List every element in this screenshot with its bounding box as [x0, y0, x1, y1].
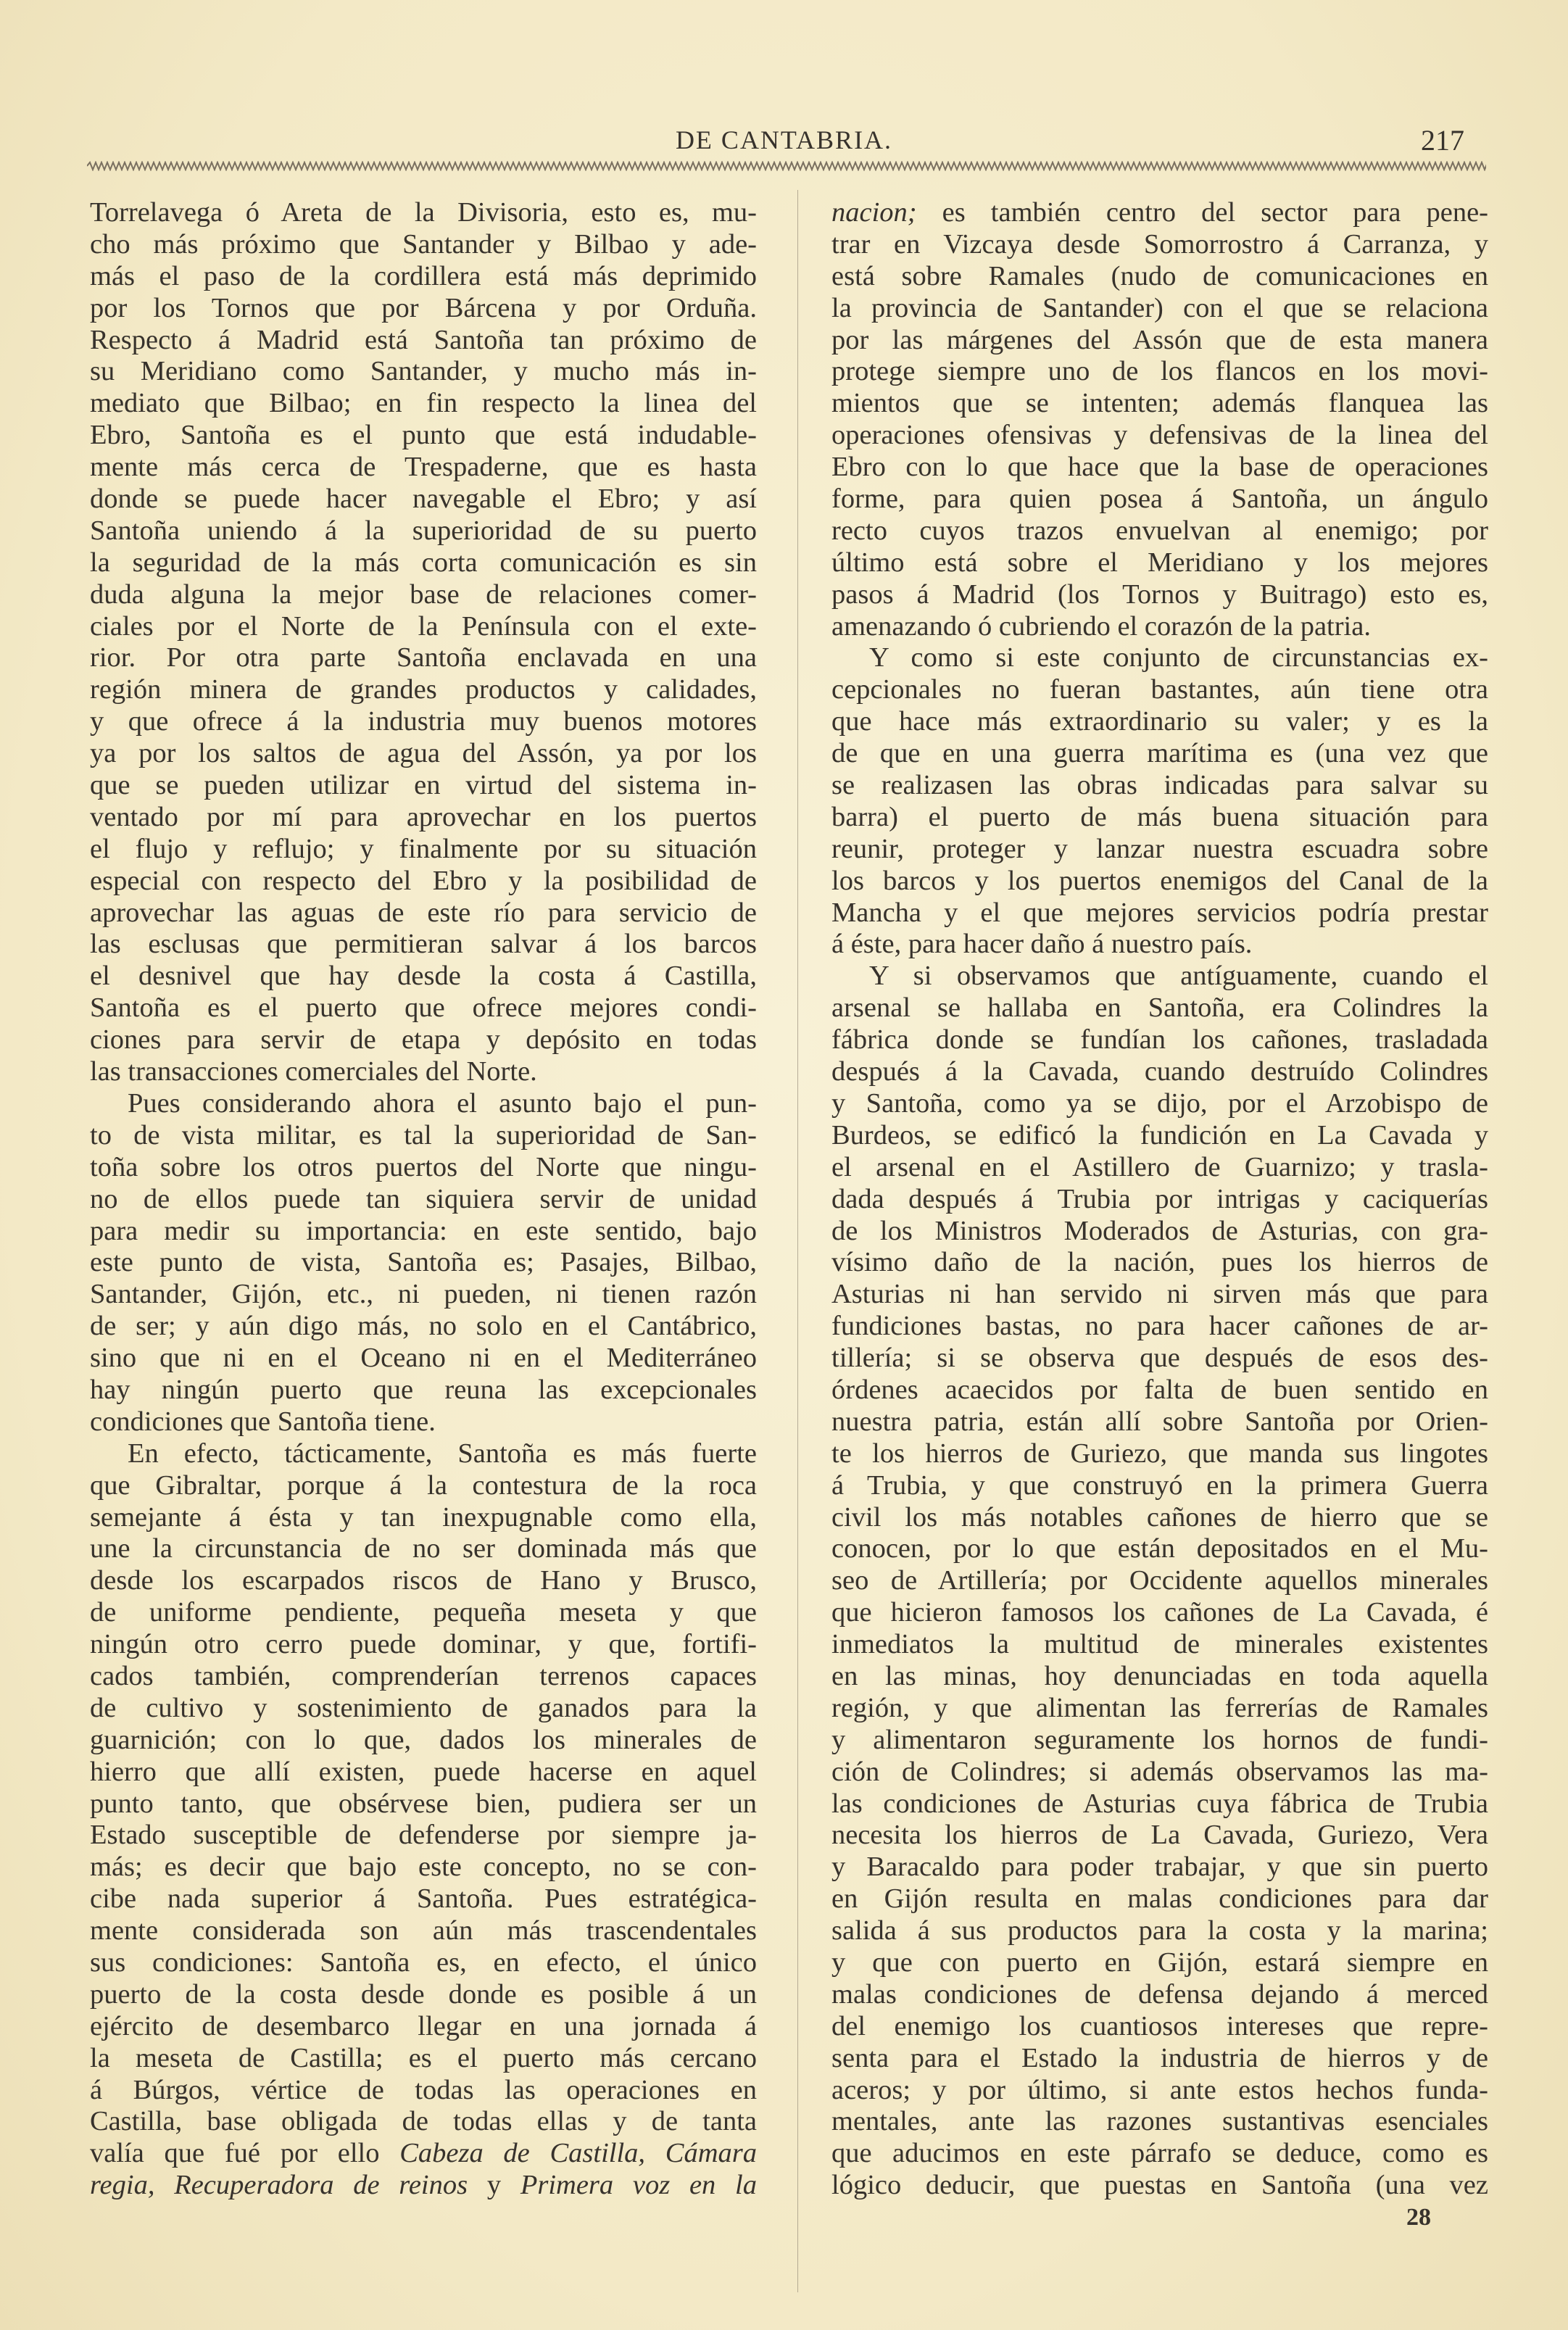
text-line: salida á sus productos para la costa y la marina; [831, 1915, 1488, 1946]
text-line: la provincia de Santander) con el que se relaciona [831, 292, 1488, 323]
text-line: Torrelavega ó Areta de la Divisoria, esto es, mu- [90, 197, 757, 228]
text-line: su Meridiano como Santander, y mucho más in- [90, 356, 757, 387]
text-line: inmediatos la multitud de minerales existentes [831, 1629, 1488, 1660]
text-line: y que ofrece á la industria muy buenos motores [90, 706, 757, 737]
text-line: después á la Cavada, cuando destruído Colindres [831, 1056, 1488, 1087]
text-line: región, y que alimentan las ferrerías de Ramales [831, 1692, 1488, 1723]
text-line: está sobre Ramales (nudo de comunicaciones en [831, 260, 1488, 291]
text-line: necesita los hierros de La Cavada, Guriezo, Vera [831, 1820, 1488, 1851]
text-line: á éste, para hacer daño á nuestro país. [831, 929, 1253, 960]
text-line: cibe nada superior á Santoña. Pues estratégica- [90, 1883, 757, 1915]
text-line: región minera de grandes productos y calidades, [90, 674, 757, 705]
text-line: y Baracaldo para poder trabajar, y que sin puerto [831, 1852, 1488, 1883]
text-line: por los Tornos que por Bárcena y por Orduña. [90, 292, 757, 323]
text-line: to de vista militar, es tal la superioridad de San- [90, 1119, 757, 1151]
text-line: ciales por el Norte de la Península con el exte- [90, 610, 757, 642]
text-line: más; es decir que bajo este concepto, no se con- [90, 1852, 757, 1883]
text-line: de ser; y aún digo más, no solo en el Cantábrico, [90, 1311, 757, 1342]
text-line: sino que ni en el Oceano ni en el Mediterráneo [90, 1343, 757, 1374]
text-line: Y si observamos que antíguamente, cuando el [869, 961, 1488, 992]
text-line: Castilla, base obligada de todas ellas y de tanta [90, 2106, 757, 2137]
text-line: Ebro, Santoña es el punto que está indudable- [90, 420, 757, 451]
text-line: hay ningún puerto que reuna las excepcionales [90, 1374, 757, 1405]
text-line: une la circunstancia de no ser dominada más que [90, 1533, 757, 1564]
text-line: de que en una guerra marítima es (una vez que [831, 738, 1488, 769]
text-line: las condiciones de Asturias cuya fábrica de Trubia [831, 1788, 1488, 1819]
text-line: á Búrgos, vértice de todas las operaciones en [90, 2074, 757, 2105]
left-column [90, 197, 757, 2202]
text-line: que Gibraltar, porque á la contestura de la roca [90, 1469, 757, 1501]
text-line: Y como si este conjunto de circunstancias ex- [869, 642, 1488, 673]
text-line: cepcionales no fueran bastantes, aún tiene otra [831, 674, 1488, 705]
text-line: y que con puerto en Gijón, estará siempre en [831, 1946, 1488, 1978]
text-line: rior. Por otra parte Santoña enclavada en una [90, 642, 757, 673]
text-line: ejército de desembarco llegar en una jornada á [90, 2010, 757, 2041]
italic-text: regia, Recuperadora de reinos [90, 2170, 468, 2201]
text-line: seo de Artillería; por Occidente aquellos minerales [831, 1565, 1488, 1596]
text-line [90, 2138, 757, 2170]
text-line: las esclusas que permitieran salvar á los barcos [90, 929, 757, 960]
text-line: de cultivo y sostenimiento de ganados para la [90, 1692, 757, 1723]
text-line: Respecto á Madrid está Santoña tan próximo de [90, 324, 757, 355]
text-line: guarnición; con lo que, dados los minerales de [90, 1724, 757, 1755]
text-line: donde se puede hacer navegable el Ebro; y así [90, 484, 757, 515]
text-line: del enemigo los cuantiosos intereses que repre- [831, 2010, 1488, 2041]
text-segment: es también centro del sector para pene- [916, 197, 1488, 228]
text-line: la seguridad de la más corta comunicación es sin [90, 547, 757, 578]
text-line: toña sobre los otros puertos del Norte que ningu- [90, 1151, 757, 1182]
text-line: ya por los saltos de agua del Assón, ya por los [90, 738, 757, 769]
text-line: que hicieron famosos los cañones de La Cavada, é [831, 1597, 1488, 1628]
text-line: mentales, ante las razones sustantivas esenciales [831, 2106, 1488, 2137]
text-line: mediato que Bilbao; en fin respecto la linea del [90, 388, 757, 419]
text-line: el arsenal en el Astillero de Guarnizo; y trasla- [831, 1151, 1488, 1182]
text-line: lógico deducir, que puestas en Santoña (una vez [831, 2170, 1488, 2201]
text-line: aceros; y por último, si ante estos hechos funda- [831, 2074, 1488, 2105]
text-line: arsenal se hallaba en Santoña, era Colindres la [831, 992, 1488, 1024]
text-line: y Santoña, como ya se dijo, por el Arzobispo de [831, 1087, 1488, 1119]
text-line: ventado por mí para aprovechar en los puertos [90, 801, 757, 832]
text-line: recto cuyos trazos envuelvan al enemigo; por [831, 515, 1488, 546]
text-line: Ebro con lo que hace que la base de operaciones [831, 452, 1488, 483]
text-line: Mancha y el que mejores servicios podría prestar [831, 897, 1488, 928]
text-line: de los Ministros Moderados de Asturias, con gra- [831, 1215, 1488, 1246]
text-line: senta para el Estado la industria de hierros y de [831, 2042, 1488, 2073]
text-line: más el paso de la cordillera está más deprimido [90, 260, 757, 291]
text-line: por las márgenes del Assón que de esta manera [831, 324, 1488, 355]
text-line: trar en Vizcaya desde Somorrostro á Carranza, y [831, 228, 1488, 260]
running-title: DE CANTABRIA. [675, 125, 893, 154]
text-line: mientos que se intenten; además flanquea las [831, 388, 1488, 419]
text-line: civil los más notables cañones de hierro que se [831, 1501, 1488, 1533]
text-line: Santoña uniendo á la superioridad de su puerto [90, 515, 757, 546]
text-line: último está sobre el Meridiano y los mejores [831, 547, 1488, 578]
text-line: conocen, por lo que están depositados en el Mu- [831, 1533, 1488, 1564]
text-line: duda alguna la mejor base de relaciones comer- [90, 579, 757, 610]
text-line: ciones para servir de etapa y depósito en todas [90, 1024, 757, 1056]
italic-text: Primera voz en la [520, 2170, 757, 2201]
text-line: los barcos y los puertos enemigos del Canal de la [831, 865, 1488, 896]
text-line: Pues considerando ahora el asunto bajo el pun- [128, 1087, 757, 1119]
signature-mark: 28 [1406, 2204, 1431, 2231]
text-line: que se pueden utilizar en virtud del sistema in- [90, 770, 757, 801]
text-segment: valía que fué por ello [90, 2138, 400, 2169]
text-line: las transacciones comerciales del Norte. [90, 1056, 537, 1087]
text-line: Estado susceptible de defenderse por siempre ja- [90, 1820, 757, 1851]
text-line: la meseta de Castilla; es el puerto más cercano [90, 2042, 757, 2073]
wavy-rule [87, 161, 1486, 171]
text-line: cados también, comprenderían terrenos capaces [90, 1660, 757, 1691]
page-number: 217 [1421, 124, 1464, 157]
text-line: fundiciones bastas, no para hacer cañones de ar- [831, 1311, 1488, 1342]
text-line: operaciones ofensivas y defensivas de la linea del [831, 420, 1488, 451]
text-line: hierro que allí existen, puede hacerse en aquel [90, 1756, 757, 1787]
text-line: protege siempre uno de los flancos en los movi- [831, 356, 1488, 387]
text-line: mente más cerca de Trespaderne, que es hasta [90, 452, 757, 483]
text-segment: y [468, 2170, 520, 2201]
italic-text: Cabeza de Castilla, Cámara [399, 2138, 757, 2169]
text-line: tillería; si se observa que después de esos des- [831, 1343, 1488, 1374]
text-line: desde los escarpados riscos de Hano y Brusco, [90, 1565, 757, 1596]
text-line: Asturias ni han servido ni sirven más que para [831, 1279, 1488, 1310]
text-line: puerto de la costa desde donde es posible á un [90, 1978, 757, 2010]
text-line: en las minas, hoy denunciadas en toda aquella [831, 1660, 1488, 1691]
text-line: no de ellos puede tan siquiera servir de unidad [90, 1183, 757, 1214]
italic-text: nacion; [831, 197, 917, 228]
text-line: semejante á ésta y tan inexpugnable como ella, [90, 1501, 757, 1533]
text-line: cho más próximo que Santander y Bilbao y ade- [90, 228, 757, 260]
column-divider [797, 190, 798, 2292]
text-line: que hace más extraordinario su valer; y es la [831, 706, 1488, 737]
text-line: para medir su importancia: en este sentido, bajo [90, 1215, 757, 1246]
text-line: se realizasen las obras indicadas para salvar su [831, 770, 1488, 801]
text-line: fábrica donde se fundían los cañones, trasladada [831, 1024, 1488, 1056]
text-line: barra) el puerto de más buena situación para [831, 801, 1488, 832]
text-line: En efecto, tácticamente, Santoña es más fuerte [128, 1438, 757, 1469]
text-line: dada después á Trubia por intrigas y caciquerías [831, 1183, 1488, 1214]
text-line: aprovechar las aguas de este río para servicio de [90, 897, 757, 928]
text-line: Burdeos, se edificó la fundición en La Cavada y [831, 1119, 1488, 1151]
text-line: te los hierros de Guriezo, que manda sus lingotes [831, 1438, 1488, 1469]
text-line: el desnivel que hay desde la costa á Castilla, [90, 961, 757, 992]
text-line: de uniforme pendiente, pequeña meseta y que [90, 1597, 757, 1628]
text-line: amenazando ó cubriendo el corazón de la patria. [831, 610, 1371, 642]
right-column [831, 197, 1488, 2202]
text-line: en Gijón resulta en malas condiciones para dar [831, 1883, 1488, 1915]
text-line: ningún otro cerro puede dominar, y que, fortifi- [90, 1629, 757, 1660]
text-line: condiciones que Santoña tiene. [90, 1406, 436, 1437]
text-line: forme, para quien posea á Santoña, un ángulo [831, 484, 1488, 515]
text-line: malas condiciones de defensa dejando á merced [831, 1978, 1488, 2010]
text-line: este punto de vista, Santoña es; Pasajes, Bilbao, [90, 1247, 757, 1278]
text-line: Santoña es el puerto que ofrece mejores condi- [90, 992, 757, 1024]
text-line: reunir, proteger y lanzar nuestra escuadra sobre [831, 833, 1488, 864]
text-line: mente considerada son aún más trascendentales [90, 1915, 757, 1946]
text-line: especial con respecto del Ebro y la posibilidad de [90, 865, 757, 896]
text-line: que aducimos en este párrafo se deduce, como es [831, 2138, 1488, 2169]
text-line: y alimentaron seguramente los hornos de fundi- [831, 1724, 1488, 1755]
text-line: nuestra patria, están allí sobre Santoña por Orien- [831, 1406, 1488, 1437]
text-line: sus condiciones: Santoña es, en efecto, el único [90, 1946, 757, 1978]
text-line: ción de Colindres; si además observamos las ma- [831, 1756, 1488, 1787]
text-line: el flujo y reflujo; y finalmente por su situación [90, 833, 757, 864]
text-line [90, 2170, 757, 2202]
text-line: punto tanto, que obsérvese bien, pudiera ser un [90, 1788, 757, 1819]
text-line: Santander, Gijón, etc., ni pueden, ni tienen razón [90, 1279, 757, 1310]
text-line [831, 197, 1488, 229]
text-line: pasos á Madrid (los Tornos y Buitrago) esto es, [831, 579, 1488, 610]
text-line: á Trubia, y que construyó en la primera Guerra [831, 1469, 1488, 1501]
text-line: vísimo daño de la nación, pues los hierros de [831, 1247, 1488, 1278]
text-line: órdenes acaecidos por falta de buen sentido en [831, 1374, 1488, 1405]
